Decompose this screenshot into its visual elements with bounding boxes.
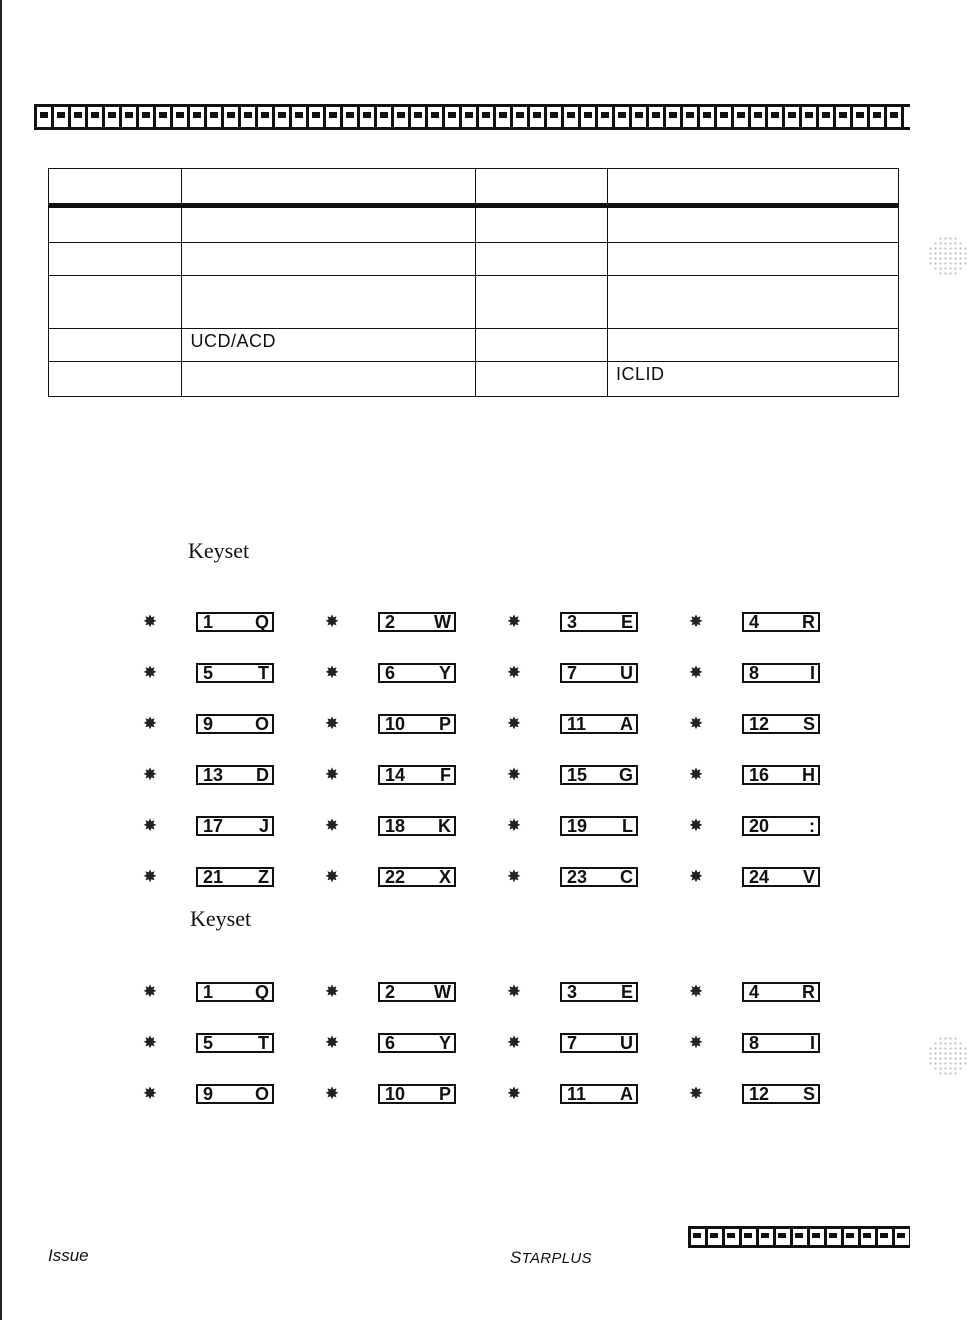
programmable-key [140, 661, 274, 685]
key-number: 18 [385, 816, 406, 836]
key-letter: Y [438, 1033, 451, 1053]
programmable-key [504, 865, 638, 889]
sun-star-icon: ✸ [506, 765, 522, 784]
key-button[interactable] [742, 816, 820, 836]
programmable-key [322, 763, 456, 787]
key-letter: R [802, 612, 815, 632]
key-letter: Y [438, 663, 451, 683]
table-cell [607, 276, 898, 329]
sun-star-icon: ✸ [324, 1033, 340, 1052]
key-letter: F [440, 765, 451, 785]
key-button[interactable] [196, 867, 274, 887]
table-cell [607, 169, 898, 206]
key-number: 6 [385, 663, 396, 683]
key-button[interactable] [560, 816, 638, 836]
sun-star-icon: ✸ [142, 1084, 158, 1103]
key-button[interactable] [378, 1084, 456, 1104]
sun-star-icon: ✸ [688, 612, 704, 631]
programmable-key [140, 1031, 274, 1055]
key-letter: O [254, 1084, 269, 1104]
programmable-key [140, 865, 274, 889]
table-cell [607, 329, 898, 362]
key-number: 10 [385, 714, 406, 734]
key-number: 16 [749, 765, 770, 785]
key-letter: C [620, 867, 633, 887]
programmable-key [140, 712, 274, 736]
key-button[interactable] [378, 982, 456, 1002]
table-cell [607, 206, 898, 243]
programmable-key [322, 814, 456, 838]
key-letter: A [620, 1084, 633, 1104]
table-row [49, 362, 899, 397]
key-button[interactable] [378, 612, 456, 632]
sun-star-icon: ✸ [142, 765, 158, 784]
sun-star-icon: ✸ [506, 714, 522, 733]
key-button[interactable] [560, 714, 638, 734]
sun-star-icon: ✸ [506, 982, 522, 1001]
programmable-key [504, 661, 638, 685]
key-row [140, 763, 840, 814]
key-button[interactable] [378, 663, 456, 683]
key-letter: V [802, 867, 815, 887]
table-cell [49, 206, 182, 243]
key-letter: H [802, 765, 815, 785]
key-button[interactable] [560, 612, 638, 632]
key-button[interactable] [196, 1084, 274, 1104]
table-cell [49, 169, 182, 206]
key-letter: O [254, 714, 269, 734]
table-header-row [49, 169, 899, 206]
key-number: 17 [203, 816, 224, 836]
key-number: 7 [567, 663, 578, 683]
programmable-key [686, 980, 820, 1004]
key-button[interactable] [378, 816, 456, 836]
key-button[interactable] [196, 612, 274, 632]
key-letter: P [438, 714, 451, 734]
programmable-key [140, 610, 274, 634]
key-letter: Q [254, 982, 269, 1002]
scan-speckle [928, 1036, 968, 1076]
key-button[interactable] [560, 867, 638, 887]
key-button[interactable] [560, 1033, 638, 1053]
table-row [49, 243, 899, 276]
key-button[interactable] [378, 765, 456, 785]
footer-brand-initial: S [510, 1248, 522, 1267]
table-cell [475, 206, 607, 243]
keyset-grid-1 [140, 610, 840, 916]
table-cell [182, 276, 475, 329]
table-row [49, 329, 899, 362]
key-number: 15 [567, 765, 588, 785]
programmable-key [140, 814, 274, 838]
key-number: 11 [567, 714, 587, 734]
sun-star-icon: ✸ [142, 867, 158, 886]
programmable-key [504, 763, 638, 787]
sun-star-icon: ✸ [142, 1033, 158, 1052]
programmable-key [504, 980, 638, 1004]
key-number: 6 [385, 1033, 396, 1053]
key-button[interactable] [742, 714, 820, 734]
programmable-key [686, 610, 820, 634]
key-letter: U [620, 1033, 633, 1053]
table-cell-ucd-acd: UCD/ACD [182, 329, 475, 362]
sun-star-icon: ✸ [324, 1084, 340, 1103]
key-letter: L [622, 816, 633, 836]
key-number: 1 [203, 612, 214, 632]
programmable-key [686, 661, 820, 685]
key-number: 7 [567, 1033, 578, 1053]
key-number: 2 [385, 612, 396, 632]
table-cell [182, 206, 475, 243]
table-cell [475, 243, 607, 276]
programmable-key [322, 865, 456, 889]
left-margin-rule [0, 0, 2, 1320]
sun-star-icon: ✸ [688, 1033, 704, 1052]
key-button[interactable] [560, 1084, 638, 1104]
key-button[interactable] [560, 765, 638, 785]
programmable-key [140, 1082, 274, 1106]
key-button[interactable] [196, 765, 274, 785]
table-row [49, 206, 899, 243]
key-number: 21 [203, 867, 224, 887]
key-letter: S [802, 1084, 815, 1104]
programmable-key [140, 763, 274, 787]
keyset-section-label-2: Keyset [190, 906, 252, 931]
sun-star-icon: ✸ [324, 982, 340, 1001]
programmable-key [686, 712, 820, 736]
sun-star-icon: ✸ [506, 1084, 522, 1103]
key-number: 4 [749, 982, 760, 1002]
key-letter: J [258, 816, 269, 836]
key-letter: Q [254, 612, 269, 632]
key-number: 5 [203, 663, 214, 683]
key-button[interactable] [196, 816, 274, 836]
key-number: 5 [203, 1033, 214, 1053]
table-cell-iclid: ICLID [607, 362, 898, 397]
table-cell [182, 169, 475, 206]
table-cell [475, 276, 607, 329]
key-row [140, 814, 840, 865]
key-number: 13 [203, 765, 224, 785]
sun-star-icon: ✸ [506, 612, 522, 631]
table-cell [475, 169, 607, 206]
sun-star-icon: ✸ [506, 816, 522, 835]
key-row [140, 1082, 840, 1133]
key-number: 1 [203, 982, 214, 1002]
sun-star-icon: ✸ [142, 714, 158, 733]
programmable-key [322, 1031, 456, 1055]
programmable-key [504, 814, 638, 838]
key-number: 3 [567, 612, 578, 632]
key-number: 23 [567, 867, 588, 887]
key-number: 20 [749, 816, 770, 836]
key-number: 3 [567, 982, 578, 1002]
key-button[interactable] [742, 612, 820, 632]
sun-star-icon: ✸ [324, 867, 340, 886]
key-number: 12 [749, 714, 770, 734]
key-button[interactable] [742, 663, 820, 683]
key-button[interactable] [378, 714, 456, 734]
key-number: 11 [567, 1084, 587, 1104]
programmable-key [322, 712, 456, 736]
scan-speckle [928, 236, 968, 276]
key-letter: T [258, 663, 269, 683]
key-number: 14 [385, 765, 406, 785]
programmable-key [686, 1031, 820, 1055]
key-letter: T [258, 1033, 269, 1053]
key-letter: X [438, 867, 451, 887]
programmable-key [686, 814, 820, 838]
key-row [140, 712, 840, 763]
programmable-key [504, 610, 638, 634]
sun-star-icon: ✸ [142, 612, 158, 631]
key-letter: W [434, 612, 451, 632]
sun-star-icon: ✸ [688, 867, 704, 886]
table-cell [49, 329, 182, 362]
key-number: 24 [749, 867, 770, 887]
key-row [140, 980, 840, 1031]
key-row [140, 1031, 840, 1082]
key-button[interactable] [196, 714, 274, 734]
table-cell [182, 362, 475, 397]
key-button[interactable] [378, 867, 456, 887]
key-number: 8 [749, 663, 760, 683]
sun-star-icon: ✸ [324, 765, 340, 784]
key-button[interactable] [560, 982, 638, 1002]
key-number: 9 [203, 1084, 214, 1104]
sun-star-icon: ✸ [688, 714, 704, 733]
greek-key-border-footer [688, 1226, 910, 1248]
sun-star-icon: ✸ [324, 816, 340, 835]
programmable-key [322, 610, 456, 634]
key-letter: K [438, 816, 451, 836]
programmable-key [504, 712, 638, 736]
programmable-key [140, 980, 274, 1004]
feature-table [48, 168, 899, 397]
key-number: 12 [749, 1084, 770, 1104]
sun-star-icon: ✸ [324, 663, 340, 682]
key-button[interactable] [742, 867, 820, 887]
programmable-key [504, 1031, 638, 1055]
programmable-key [504, 1082, 638, 1106]
key-number: 2 [385, 982, 396, 1002]
key-letter: E [620, 612, 633, 632]
sun-star-icon: ✸ [688, 765, 704, 784]
key-row [140, 661, 840, 712]
table-cell [182, 243, 475, 276]
programmable-key [686, 1082, 820, 1106]
sun-star-icon: ✸ [142, 663, 158, 682]
sun-star-icon: ✸ [142, 982, 158, 1001]
key-letter: D [256, 765, 269, 785]
key-number: 10 [385, 1084, 406, 1104]
key-letter: A [620, 714, 633, 734]
sun-star-icon: ✸ [688, 982, 704, 1001]
programmable-key [686, 763, 820, 787]
key-letter: I [809, 663, 815, 683]
table-cell [49, 276, 182, 329]
key-letter: S [802, 714, 815, 734]
key-button[interactable] [196, 663, 274, 683]
table-cell [607, 243, 898, 276]
footer-brand-rest: TARPLUS [521, 1250, 592, 1267]
key-number: 8 [749, 1033, 760, 1053]
sun-star-icon: ✸ [688, 663, 704, 682]
table-cell [475, 362, 607, 397]
key-letter: I [809, 1033, 815, 1053]
sun-star-icon: ✸ [506, 1033, 522, 1052]
table-cell [49, 362, 182, 397]
key-letter: Z [258, 867, 269, 887]
key-number: 9 [203, 714, 214, 734]
keyset-section-label-1: Keyset [188, 538, 250, 563]
sun-star-icon: ✸ [324, 714, 340, 733]
key-letter: : [809, 816, 815, 836]
key-letter: U [620, 663, 633, 683]
table-cell [49, 243, 182, 276]
key-number: 19 [567, 816, 588, 836]
sun-star-icon: ✸ [688, 1084, 704, 1103]
footer-brand [510, 1248, 592, 1268]
key-button[interactable] [196, 1033, 274, 1053]
key-number: 4 [749, 612, 760, 632]
programmable-key [322, 980, 456, 1004]
keyset-grid-2 [140, 980, 840, 1133]
key-button[interactable] [742, 1084, 820, 1104]
key-letter: R [802, 982, 815, 1002]
programmable-key [322, 661, 456, 685]
key-number: 22 [385, 867, 406, 887]
key-button[interactable] [378, 1033, 456, 1053]
table-row [49, 276, 899, 329]
sun-star-icon: ✸ [506, 867, 522, 886]
key-letter: P [438, 1084, 451, 1104]
key-button[interactable] [742, 982, 820, 1002]
footer-issue: Issue [48, 1246, 89, 1265]
sun-star-icon: ✸ [324, 612, 340, 631]
key-button[interactable] [560, 663, 638, 683]
table-cell [475, 329, 607, 362]
key-button[interactable] [742, 1033, 820, 1053]
key-letter: W [434, 982, 451, 1002]
key-row [140, 610, 840, 661]
key-letter: E [620, 982, 633, 1002]
sun-star-icon: ✸ [688, 816, 704, 835]
programmable-key [322, 1082, 456, 1106]
programmable-key [686, 865, 820, 889]
key-button[interactable] [196, 982, 274, 1002]
sun-star-icon: ✸ [506, 663, 522, 682]
sun-star-icon: ✸ [142, 816, 158, 835]
key-button[interactable] [742, 765, 820, 785]
key-letter: G [618, 765, 633, 785]
greek-key-border-top [34, 104, 910, 130]
